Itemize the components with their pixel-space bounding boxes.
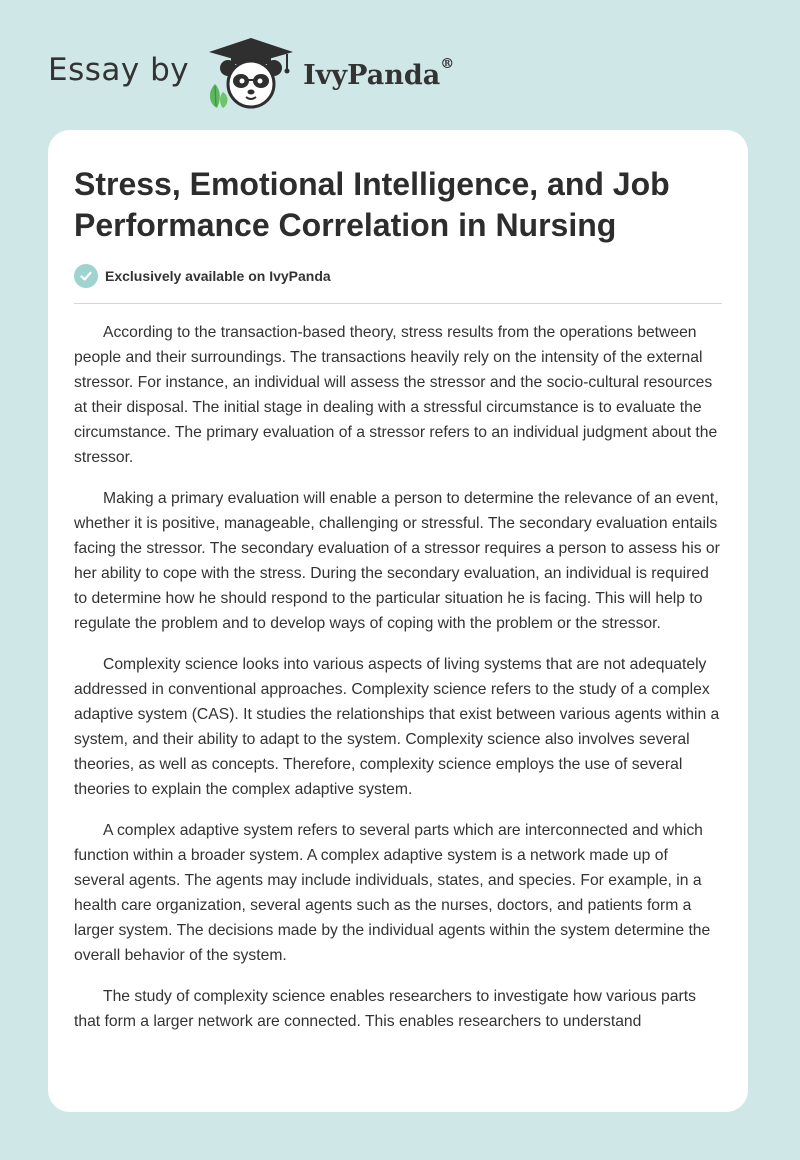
- paragraph: A complex adaptive system refers to several parts which are interconnected and which function within a broader system. A complex adaptive system is a network made up of several agents. The agents may include individuals, states, and species. For example, in a health care organization, several agents such as the nurses, doctors, and patients form a larger system. The decisions made by the individual agents within the system determine the overall behavior of the system.: [74, 822, 711, 964]
- exclusive-badge-label: Exclusively available on IvyPanda: [105, 268, 331, 284]
- paragraph: Making a primary evaluation will enable a person to determine the relevance of an event, whether it is positive, manageable, challenging or stressful. The secondary evaluation entails facing the stressor. The secondary evaluation of a stressor requires a person to assess his or her ability to cope with the stress. During the secondary evaluation, an individual is required to determine how he should respond to the particular situation he is facing. This will help to regulate the problem and to develop ways of coping with the problem or the stressor.: [74, 490, 720, 632]
- site-header: [48, 34, 454, 110]
- panda-graduate-logo-icon[interactable]: [203, 34, 299, 110]
- article-body: [74, 320, 722, 1050]
- paragraph: Complexity science looks into various aspects of living systems that are not adequately addressed in conventional approaches. Complexity science refers to the study of a complex adaptive system (CAS). It studies the relationships that exist between various agents within a system, and their ability to adapt to the system. Complexity science also involves several theories, as well as concepts. Therefore, complexity science employs the use of several theories to explain the complex adaptive system.: [74, 656, 720, 798]
- paragraph: According to the transaction-based theory, stress results from the operations between people and their surroundings. The transactions heavily rely on the intensity of the external stressor. For instance, an individual will assess the stressor and the socio-cultural resources at their disposal. The initial stage in dealing with a stressful circumstance is to evaluate the circumstance. The primary evaluation of a stressor refers to an individual judgment about the stressor.: [74, 324, 718, 466]
- registered-mark: ®: [440, 55, 455, 72]
- check-circle-icon: [74, 264, 98, 288]
- essay-by-label: Essay by: [48, 52, 190, 88]
- exclusive-badge: [74, 264, 331, 288]
- divider: [74, 303, 722, 304]
- essay-card: [48, 130, 748, 1112]
- page-title: Stress, Emotional Intelligence, and Job Performance Correlation in Nursing: [74, 166, 670, 243]
- paragraph: The study of complexity science enables researchers to investigate how various parts that form a larger network are connected. This enables researchers to understand: [74, 988, 696, 1030]
- brand-name[interactable]: [303, 55, 455, 91]
- brand-name-text: IvyPanda: [303, 59, 441, 91]
